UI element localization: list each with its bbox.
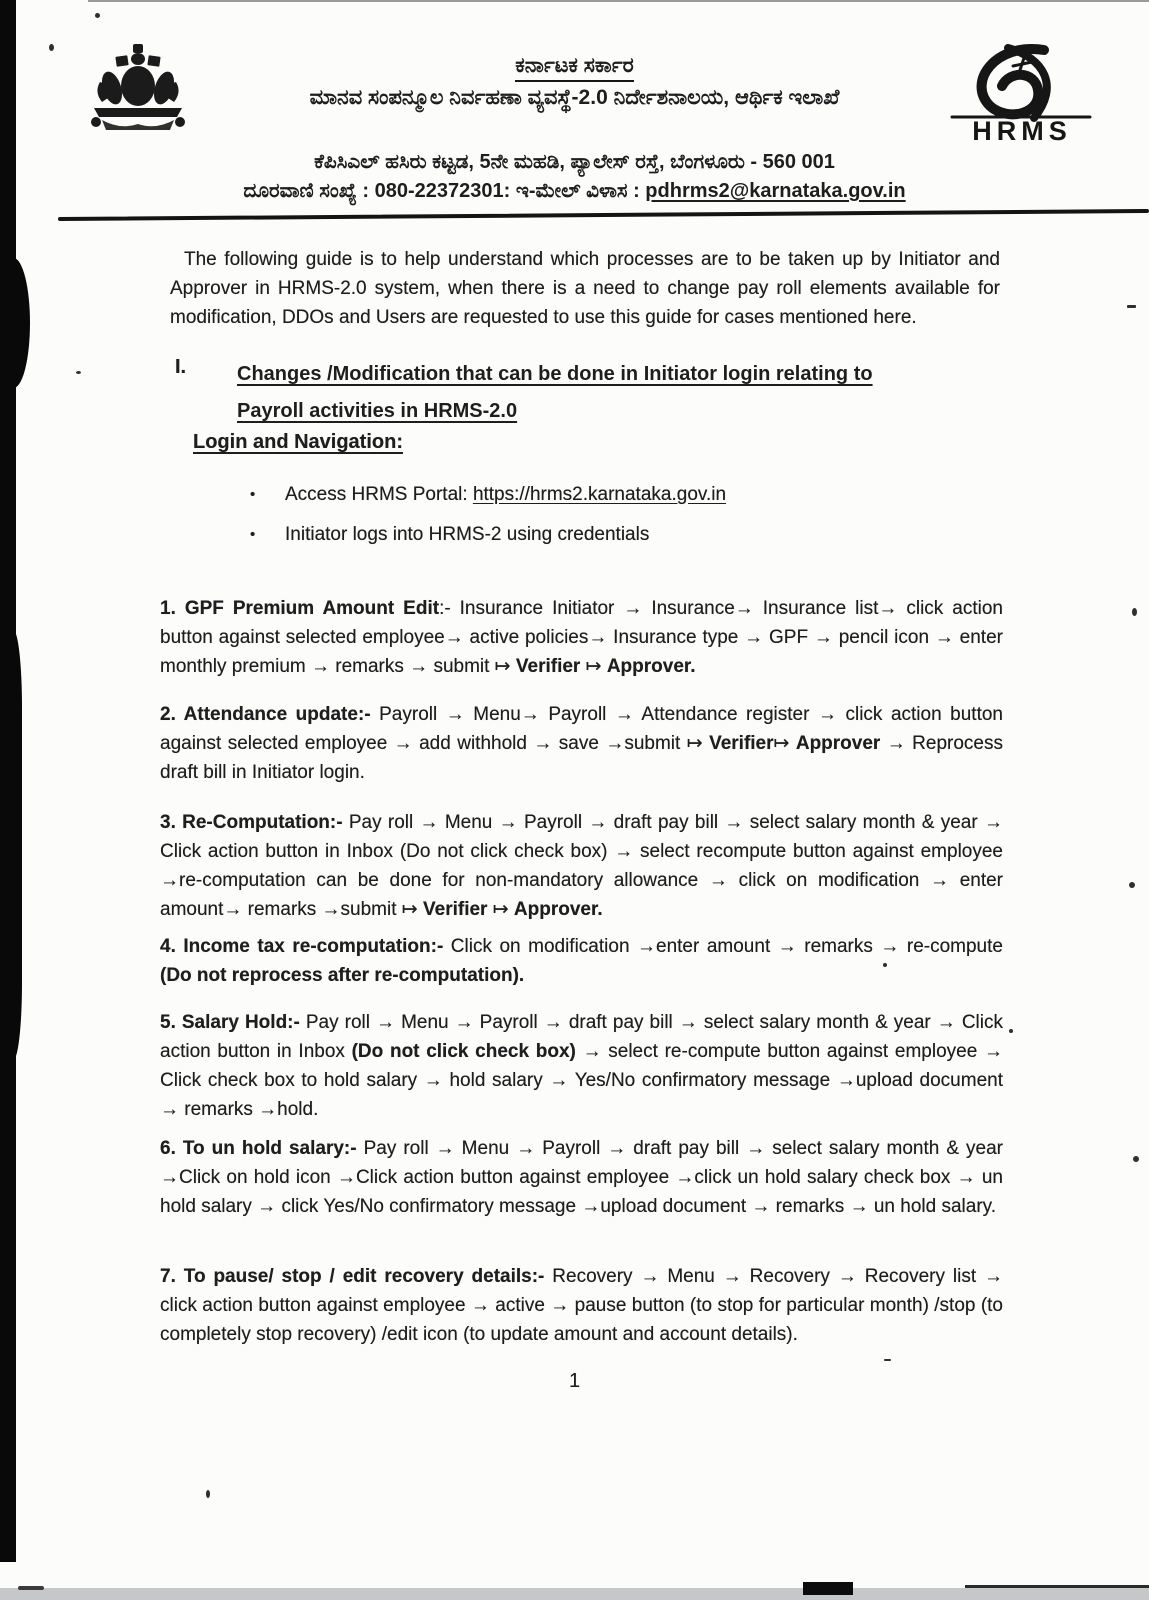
scan-speck <box>1129 882 1135 888</box>
text-run: 1. GPF Premium Amount Edit <box>160 598 440 619</box>
text-run: https://hrms2.karnataka.gov.in <box>472 484 727 505</box>
process-step-4-income-tax-recomputation <box>160 932 1003 990</box>
text-run: Pay roll → Menu → Payroll → draft pay bill → select salary month & year → Click action button in Inbox <box>160 1012 1003 1062</box>
department-name-kannada: ಮಾನವ ಸಂಪನ್ಮೂಲ ನಿರ್ವಹಣಾ ವ್ಯವಸ್ಥೆ-2.0 ನಿರ್ದೇಶನಾಲಯ, ಆರ್ಥಿಕ ಇಲಾಖೆ <box>309 86 840 109</box>
text-run: Payroll → Menu→ Payroll → Attendance register → click action button against selected employee → add withhold → save →submit ↦ <box>160 704 1003 754</box>
scan-artifact-left-mid <box>0 630 22 1060</box>
process-step-6-un-hold-salary <box>160 1134 1003 1221</box>
text-run: ↦ <box>580 656 607 677</box>
section-heading-line1: Changes /Modification that can be done in Initiator login relating to <box>237 363 873 385</box>
intro-paragraph: The following guide is to help understand which processes are to be taken up by Initiator and Approver in HRMS-2.0 system, when there is a need to change pay roll elements available for modification, DDOs and Users are requested to use this guide for cases mentioned here. <box>170 249 1000 328</box>
scan-speck <box>1132 608 1137 616</box>
section-numeral: I. <box>175 356 187 378</box>
scan-speck <box>884 1359 891 1361</box>
text-run: ↦ <box>773 733 796 754</box>
text-run: ↦ <box>487 899 514 920</box>
section-heading-line2: Payroll activities in HRMS-2.0 <box>237 400 518 422</box>
text-run: 7. To pause/ stop / edit recovery details:- <box>160 1266 545 1287</box>
text-run: Approver. <box>606 656 696 677</box>
document-title-kannada: ಕರ್ನಾಟಕ ಸರ್ಕಾರ <box>0 54 1149 82</box>
text-run: Recovery → Menu → Recovery → Recovery list → click action button against employee → active → pause button (to stop for particular month) /stop (to completely stop recovery) /edit icon (to update amount and account details). <box>160 1266 1003 1345</box>
scan-speck <box>76 371 81 374</box>
text-run: (Do not click check box) <box>351 1041 576 1062</box>
bullet-text <box>285 524 649 546</box>
scan-speck <box>1009 1029 1013 1033</box>
bullet-text <box>285 484 726 506</box>
text-run: Verifier <box>709 733 774 754</box>
scan-speck <box>206 1490 210 1498</box>
scan-artifact-bottom-line <box>965 1585 1149 1588</box>
bullet-marker: • <box>250 526 256 543</box>
text-run: 4. Income tax re-computation:- <box>160 936 444 957</box>
bullet-marker: • <box>250 486 256 503</box>
scan-speck <box>1127 305 1136 308</box>
text-run: → Reprocess draft bill in Initiator login. <box>160 733 1003 783</box>
scan-artifact-bottom-square <box>803 1582 853 1595</box>
process-step-5-salary-hold <box>160 1008 1003 1124</box>
text-run: pdhrms2@karnataka.gov.in <box>645 180 906 202</box>
scan-artifact-bottom-band <box>0 1588 1149 1600</box>
text-run: Verifier <box>515 656 581 677</box>
section-heading <box>175 356 985 430</box>
scan-speck <box>95 13 100 18</box>
text-run: ದೂರವಾಣಿ ಸಂಖ್ಯೆ : 080-22372301: ಇ-ಮೇಲ್ ವಿಳಾಸ : <box>243 180 646 202</box>
scan-artifact-bottom-left-mark <box>18 1586 44 1590</box>
bullet-initiator-login <box>250 524 649 546</box>
hrms-logo-text: HRMS <box>972 116 1072 146</box>
text-run: → select re-compute button against employee → Click check box to hold salary → hold salary → Yes/No confirmatory message →upload document → remarks →hold. <box>160 1041 1003 1120</box>
bullet-access-portal <box>250 484 726 506</box>
text-run: Click on modification →enter amount → remarks → re-compute <box>443 936 1003 957</box>
text-run: :- Insurance Initiator → Insurance→ Insurance list→ click action button against selected employee→ active policies→ Insurance type → GPF → pencil icon → enter monthly premium → remarks → submit ↦ <box>160 598 1003 677</box>
text-run: Approver <box>795 733 881 754</box>
process-step-7-recovery-details <box>160 1262 1003 1349</box>
office-address-kannada: ಕೆಪಿಸಿಎಲ್ ಹಸಿರು ಕಟ್ಟಡ, 5ನೇ ಮಹಡಿ, ಪ್ಯಾಲೇಸ್ ರಸ್ತೆ, ಬೆಂಗಳೂರು - 560 001 <box>314 151 835 173</box>
process-step-2-attendance-update <box>160 700 1003 787</box>
text-run: Approver. <box>513 899 603 920</box>
login-navigation-heading: Login and Navigation: <box>193 431 403 453</box>
text-run: 3. Re-Computation:- <box>160 812 343 833</box>
text-run: 5. Salary Hold:- <box>160 1012 300 1033</box>
contact-line <box>0 180 1149 203</box>
text-run: (Do not reprocess after re-computation). <box>160 965 525 986</box>
scan-speck <box>1133 1156 1139 1162</box>
text-run: Verifier <box>423 899 488 920</box>
text-run: 6. To un hold salary:- <box>160 1138 357 1159</box>
text-run: Initiator logs into HRMS-2 using credentials <box>285 524 650 545</box>
text-run: 2. Attendance update:- <box>160 704 371 725</box>
text-run: Access HRMS Portal: <box>285 484 473 505</box>
page-number: 1 <box>568 1370 581 1392</box>
text-run: Pay roll → Menu → Payroll → draft pay bill → select salary month & year →Click on hold icon →Click action button against employee →click un hold salary check box → un hold salary → click Yes/No confirmatory message →upload document → remarks → un hold salary. <box>160 1138 1003 1217</box>
scan-artifact-left-bulge <box>0 258 30 388</box>
header-divider-line <box>58 209 1149 221</box>
process-step-1-gpf-premium-edit <box>160 594 1003 681</box>
text-run: Pay roll → Menu → Payroll → draft pay bill → select salary month & year → Click action button in Inbox (Do not click check box) → select recompute button against employee →re-computation can be done for non-mandatory allowance → click on modification → enter amount→ remarks →submit ↦ <box>160 812 1003 920</box>
process-step-3-re-computation <box>160 808 1003 924</box>
scan-speck <box>49 44 54 51</box>
scan-artifact-top-line <box>88 0 1149 2</box>
